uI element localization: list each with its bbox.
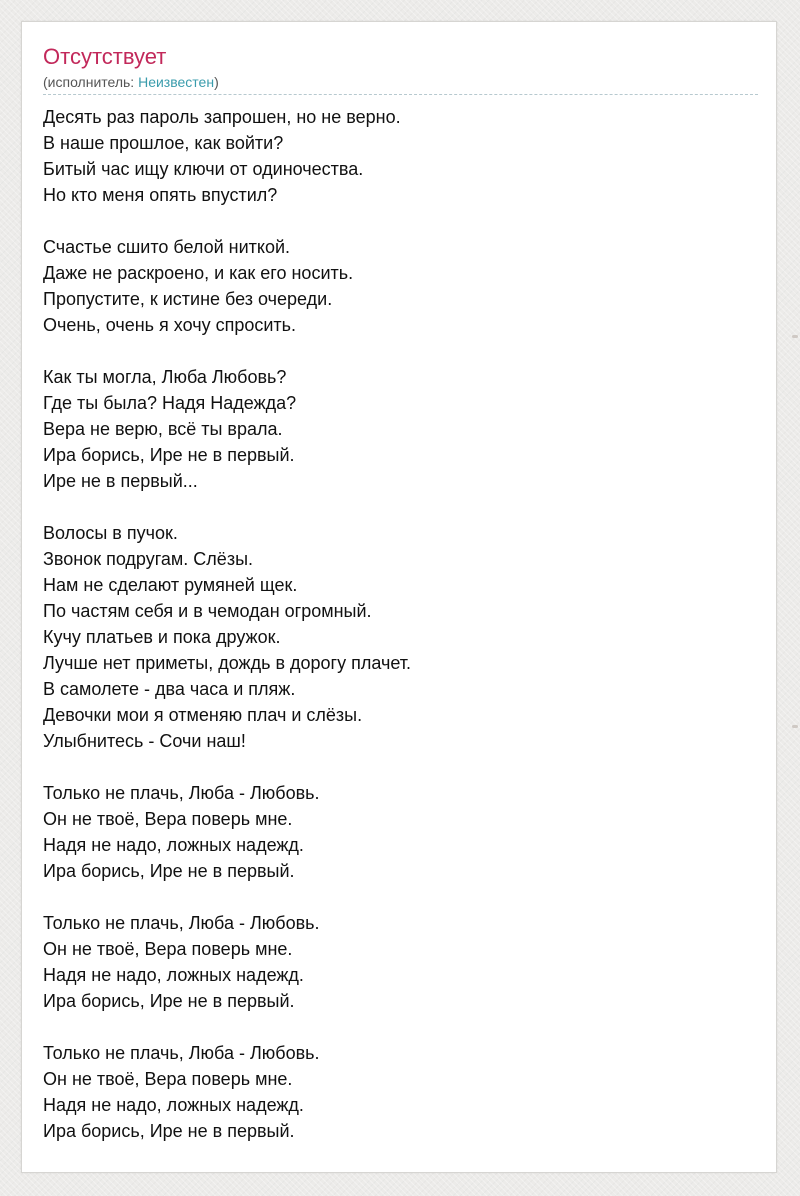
song-title: Отсутствует — [43, 44, 167, 69]
lyrics-stanza — [43, 910, 758, 1014]
lyrics-line: Ира борись, Ире не в первый. — [43, 1121, 295, 1141]
edge-decoration — [792, 335, 798, 338]
lyrics-line: Очень, очень я хочу спросить. — [43, 315, 297, 335]
lyrics-line: Только не плачь, Люба - Любовь. — [43, 913, 320, 933]
lyrics-line: Надя не надо, ложных надежд. — [43, 965, 304, 985]
lyrics-card — [21, 21, 777, 1173]
lyrics-line: Он не твоё, Вера поверь мне. — [43, 939, 293, 959]
lyrics-line: Счастье сшито белой ниткой. — [43, 237, 291, 257]
lyrics-stanza — [43, 104, 758, 208]
lyrics-stanza — [43, 780, 758, 884]
lyrics-line: Улыбнитесь - Сочи наш! — [43, 731, 246, 751]
lyrics-line: Кучу платьев и пока дружок. — [43, 627, 281, 647]
lyrics-line: Звонок подругам. Слёзы. — [43, 549, 254, 569]
lyrics-line: Он не твоё, Вера поверь мне. — [43, 809, 293, 829]
lyrics-line: Лучше нет приметы, дождь в дорогу плачет. — [43, 653, 412, 673]
lyrics-line: Нам не сделают румяней щек. — [43, 575, 298, 595]
lyrics-line: По частям себя и в чемодан огромный. — [43, 601, 372, 621]
lyrics-line: Ира борись, Ире не в первый. — [43, 445, 295, 465]
lyrics-line: Даже не раскроено, и как его носить. — [43, 263, 354, 283]
lyrics-stanza — [43, 1040, 758, 1144]
lyrics-line: В самолете - два часа и пляж. — [43, 679, 296, 699]
lyrics-line: Пропустите, к истине без очереди. — [43, 289, 333, 309]
lyrics-line: Где ты была? Надя Надежда? — [43, 393, 297, 413]
edge-decoration — [792, 725, 798, 728]
artist-link[interactable]: Неизвестен — [138, 74, 215, 90]
lyrics-line: Ире не в первый... — [43, 471, 198, 491]
lyrics-line: Но кто меня опять впустил? — [43, 185, 278, 205]
lyrics-line: Ира борись, Ире не в первый. — [43, 861, 295, 881]
lyrics-line: Ира борись, Ире не в первый. — [43, 991, 295, 1011]
lyrics-line: Надя не надо, ложных надежд. — [43, 1095, 304, 1115]
lyrics-line: Как ты могла, Люба Любовь? — [43, 367, 287, 387]
lyrics-body — [43, 104, 758, 1144]
lyrics-line: Десять раз пароль запрошен, но не верно. — [43, 107, 401, 127]
lyrics-stanza — [43, 364, 758, 494]
lyrics-line: В наше прошлое, как войти? — [43, 133, 284, 153]
lyrics-line: Девочки мои я отменяю плач и слёзы. — [43, 705, 363, 725]
lyrics-stanza — [43, 234, 758, 338]
lyrics-line: Он не твоё, Вера поверь мне. — [43, 1069, 293, 1089]
lyrics-stanza — [43, 520, 758, 754]
lyrics-line: Битый час ищу ключи от одиночества. — [43, 159, 364, 179]
artist-prefix: (исполнитель: — [43, 74, 139, 90]
lyrics-line: Волосы в пучок. — [43, 523, 178, 543]
lyrics-line: Надя не надо, ложных надежд. — [43, 835, 304, 855]
artist-suffix: ) — [214, 74, 219, 90]
lyrics-line: Только не плачь, Люба - Любовь. — [43, 1043, 320, 1063]
lyrics-line: Только не плачь, Люба - Любовь. — [43, 783, 320, 803]
lyrics-line: Вера не верю, всё ты врала. — [43, 419, 283, 439]
divider — [43, 94, 758, 95]
artist-line — [43, 73, 219, 91]
